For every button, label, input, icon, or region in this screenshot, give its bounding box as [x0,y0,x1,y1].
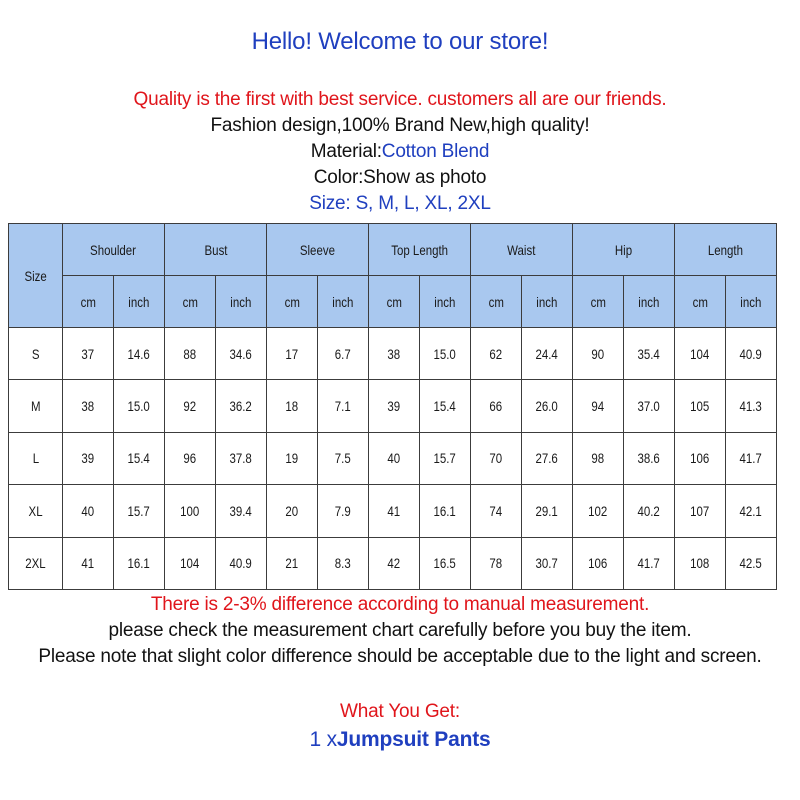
group-header: Hip [573,224,675,276]
value-cell: 20 [267,485,318,537]
value-cell: 21 [267,537,318,589]
unit-header: inch [114,276,165,328]
unit-header: inch [420,276,471,328]
value-cell: 15.7 [420,432,471,484]
value-cell: 17 [267,328,318,380]
what-you-get-label: What You Get: [340,701,460,722]
value-cell: 41.7 [624,537,675,589]
value-cell: 74 [471,485,522,537]
sizes-line: Size: S, M, L, XL, 2XL [309,193,491,214]
value-cell: 39.4 [216,485,267,537]
value-cell: 38 [369,328,420,380]
color-note: Please note that slight color difference should be acceptable due to the light and screen. [38,646,762,667]
value-cell: 16.1 [114,537,165,589]
value-cell: 39 [369,380,420,432]
color-line: Color:Show as photo [313,167,487,188]
table-header-groups [9,224,777,276]
group-header: Waist [471,224,573,276]
size-cell: 2XL [9,537,63,589]
item-name: Jumpsuit Pants [336,728,491,751]
value-cell: 40.9 [216,537,267,589]
value-cell: 78 [471,537,522,589]
value-cell: 41 [369,485,420,537]
table-row [9,432,777,484]
value-cell: 37 [63,328,114,380]
value-cell: 66 [471,380,522,432]
value-cell: 37.8 [216,432,267,484]
unit-header: cm [63,276,114,328]
value-cell: 34.6 [216,328,267,380]
unit-header: inch [726,276,777,328]
value-cell: 104 [675,328,726,380]
value-cell: 35.4 [624,328,675,380]
value-cell: 14.6 [114,328,165,380]
value-cell: 42.5 [726,537,777,589]
group-header: Bust [165,224,267,276]
group-header: Shoulder [63,224,165,276]
value-cell: 39 [63,432,114,484]
value-cell: 19 [267,432,318,484]
value-cell: 40.2 [624,485,675,537]
value-cell: 36.2 [216,380,267,432]
table-row [9,537,777,589]
value-cell: 94 [573,380,624,432]
value-cell: 7.9 [318,485,369,537]
item-quantity: 1 x [309,728,337,751]
value-cell: 38 [63,380,114,432]
value-cell: 102 [573,485,624,537]
value-cell: 88 [165,328,216,380]
value-cell: 40 [369,432,420,484]
size-chart-table [8,223,777,590]
value-cell: 40.9 [726,328,777,380]
value-cell: 6.7 [318,328,369,380]
value-cell: 98 [573,432,624,484]
size-cell: S [9,328,63,380]
unit-header: cm [573,276,624,328]
unit-header: inch [624,276,675,328]
value-cell: 15.0 [420,328,471,380]
difference-note: There is 2-3% difference according to manual measurement. [150,594,650,615]
table-row [9,485,777,537]
value-cell: 30.7 [522,537,573,589]
value-cell: 96 [165,432,216,484]
value-cell: 90 [573,328,624,380]
value-cell: 62 [471,328,522,380]
unit-header: cm [675,276,726,328]
value-cell: 92 [165,380,216,432]
value-cell: 104 [165,537,216,589]
value-cell: 42 [369,537,420,589]
check-note: please check the measurement chart carefully before you buy the item. [108,620,692,641]
size-cell: XL [9,485,63,537]
value-cell: 41.7 [726,432,777,484]
material-label: Material: [310,141,382,162]
value-cell: 37.0 [624,380,675,432]
value-cell: 26.0 [522,380,573,432]
quality-tagline: Quality is the first with best service. customers all are our friends. [133,89,667,110]
value-cell: 15.7 [114,485,165,537]
value-cell: 105 [675,380,726,432]
table-row [9,328,777,380]
unit-header: cm [165,276,216,328]
group-header: Top Length [369,224,471,276]
value-cell: 27.6 [522,432,573,484]
unit-header: inch [216,276,267,328]
value-cell: 15.4 [420,380,471,432]
value-cell: 16.1 [420,485,471,537]
unit-header: cm [369,276,420,328]
size-cell: L [9,432,63,484]
value-cell: 7.5 [318,432,369,484]
value-cell: 16.5 [420,537,471,589]
value-cell: 40 [63,485,114,537]
unit-header: cm [267,276,318,328]
value-cell: 70 [471,432,522,484]
table-body [9,328,777,590]
value-cell: 29.1 [522,485,573,537]
value-cell: 106 [675,432,726,484]
size-cell: M [9,380,63,432]
fashion-line: Fashion design,100% Brand New,high quality! [210,115,590,136]
value-cell: 8.3 [318,537,369,589]
value-cell: 108 [675,537,726,589]
size-column-header: Size [9,224,63,328]
material-line [0,141,800,163]
table-row [9,380,777,432]
group-header: Sleeve [267,224,369,276]
value-cell: 100 [165,485,216,537]
value-cell: 41 [63,537,114,589]
value-cell: 107 [675,485,726,537]
value-cell: 7.1 [318,380,369,432]
group-header: Length [675,224,777,276]
unit-header: cm [471,276,522,328]
value-cell: 41.3 [726,380,777,432]
value-cell: 15.0 [114,380,165,432]
what-you-get-item [0,728,800,752]
value-cell: 15.4 [114,432,165,484]
material-value: Cotton Blend [381,141,490,162]
unit-header: inch [522,276,573,328]
value-cell: 18 [267,380,318,432]
value-cell: 38.6 [624,432,675,484]
value-cell: 106 [573,537,624,589]
welcome-heading: Hello! Welcome to our store! [251,28,549,55]
unit-header: inch [318,276,369,328]
table-header-units [9,276,777,328]
value-cell: 24.4 [522,328,573,380]
value-cell: 42.1 [726,485,777,537]
